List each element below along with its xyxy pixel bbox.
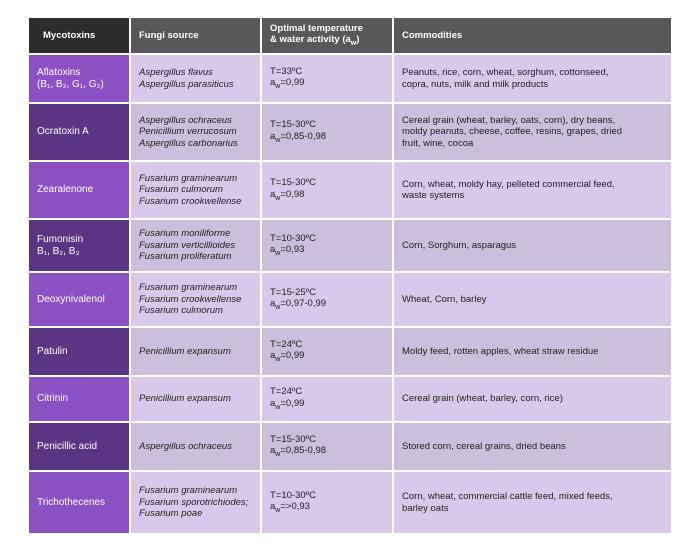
header-commodities: Commodities <box>392 18 671 53</box>
mycotoxin-cell <box>29 104 129 160</box>
header-fungi-source: Fungi source <box>129 18 260 53</box>
table-row <box>29 273 671 328</box>
mycotoxin-name: Penicillic acid <box>37 440 98 452</box>
commodities-text: Cereal grain (wheat, barley, oats, corn), dry beans, <box>402 114 616 126</box>
temperature-cell <box>260 220 392 271</box>
commodities-text: moldy peanuts, cheese, coffee, resins, grapes, dried <box>402 126 623 138</box>
mycotoxin-cell <box>29 220 129 271</box>
commodities-cell <box>392 273 671 326</box>
table-row <box>29 472 671 535</box>
temperature-value: T=24ºC <box>270 386 303 398</box>
table-row <box>29 377 671 423</box>
mycotoxin-cell <box>29 472 129 533</box>
fungi-name: Penicillium verrucosum <box>139 126 237 138</box>
temperature-cell <box>260 55 392 102</box>
fungi-name: Fusarium moniliforme <box>139 228 231 240</box>
temperature-value: T=10-30ºC <box>270 489 316 501</box>
fungi-source-cell <box>129 220 260 271</box>
commodities-text: copra, nuts, milk and milk products <box>402 78 549 90</box>
temperature-value: T=15-30ºC <box>270 119 316 131</box>
fungi-name: Penicillium expansum <box>139 345 231 357</box>
commodities-text: Cereal grain (wheat, barley, corn, rice) <box>402 393 563 405</box>
commodities-cell <box>392 377 671 421</box>
fungi-name: Fusarium culmorum <box>139 305 223 317</box>
header-mycotoxins: Mycotoxins <box>29 18 129 53</box>
commodities-cell <box>392 162 671 218</box>
temperature-value: T=24ºC <box>270 338 303 350</box>
mycotoxin-cell <box>29 273 129 326</box>
fungi-name: Fusarium graminearum <box>139 172 238 184</box>
temperature-cell <box>260 423 392 470</box>
fungi-source-cell <box>129 104 260 160</box>
fungi-source-cell <box>129 273 260 326</box>
water-activity-value: $a_w=0,93$ <box>270 244 305 257</box>
fungi-source-cell <box>129 162 260 218</box>
temperature-cell <box>260 377 392 421</box>
water-activity-value: $a_w=0,99$ <box>270 77 305 90</box>
fungi-name: Fusarium proliferatum <box>139 251 232 263</box>
mycotoxin-name: (B₁, B₂, G₁, G₂) <box>37 78 104 90</box>
table-row <box>29 328 671 377</box>
mycotoxin-name: B₁, B₂, B₃ <box>37 245 80 257</box>
temperature-value: T=15-30ºC <box>270 433 316 445</box>
water-activity-value: $a_w=0,98$ <box>270 188 305 202</box>
commodities-text: Moldy feed, rotten apples, wheat straw residue <box>402 345 599 357</box>
fungi-name: Aspergillus flavus <box>139 67 213 79</box>
commodities-cell <box>392 104 671 160</box>
water-activity-value: $a_w=0,99$ <box>270 350 305 363</box>
commodities-cell <box>392 55 671 102</box>
mycotoxins-table <box>29 18 671 535</box>
commodities-cell <box>392 328 671 375</box>
header-temperature <box>260 18 392 53</box>
commodities-text: waste systems <box>402 190 465 201</box>
fungi-name: Fusarium crookwellense <box>139 293 242 305</box>
fungi-name: Fusarium verticillioides <box>139 239 236 251</box>
commodities-text: Corn, wheat, moldy hay, pelleted commercial feed, <box>402 178 615 190</box>
fungi-name: Fusarium poae <box>139 508 203 520</box>
commodities-cell <box>392 220 671 271</box>
table-row <box>29 104 671 162</box>
temperature-value: T=15-30ºC <box>270 177 316 189</box>
mycotoxin-cell <box>29 423 129 470</box>
temperature-value: T=33ºC <box>270 65 303 77</box>
temperature-cell <box>260 328 392 375</box>
fungi-source-cell <box>129 472 260 533</box>
temperature-cell <box>260 472 392 533</box>
water-activity-value: $a_w=>0,93$ <box>270 501 310 514</box>
commodities-cell <box>392 472 671 533</box>
commodities-text: Wheat, Corn, barley <box>402 293 487 305</box>
water-activity-value: $a_w=0,97-0,99$ <box>270 298 327 311</box>
water-activity-value: $a_w=0,85-0,98$ <box>270 445 327 458</box>
fungi-source-cell <box>129 423 260 470</box>
fungi-name: Aspergillus ochraceus <box>139 114 232 126</box>
mycotoxin-name: Citrinin <box>37 393 69 404</box>
temperature-cell <box>260 273 392 326</box>
fungi-name: Fusarium graminearum <box>139 485 238 497</box>
mycotoxin-cell <box>29 377 129 421</box>
fungi-name: Fusarium culmorum <box>139 184 223 196</box>
temperature-cell <box>260 162 392 218</box>
fungi-name: Aspergillus carbonarius <box>139 137 238 149</box>
table-row <box>29 162 671 220</box>
water-activity-value: $a_w=0,85-0,98$ <box>270 130 327 144</box>
mycotoxin-name: Aflatoxins <box>37 66 81 78</box>
fungi-source-cell <box>129 55 260 102</box>
water-activity-value: $a_w=0,99$ <box>270 397 305 411</box>
fungi-source-cell <box>129 377 260 421</box>
temperature-cell <box>260 104 392 160</box>
fungi-source-cell <box>129 328 260 375</box>
commodities-text: Stored corn, cereal grains, dried beans <box>402 440 566 452</box>
mycotoxin-name: Deoxynivalenol <box>37 293 105 305</box>
mycotoxin-cell <box>29 162 129 218</box>
header-temp-line2: & water activity $(a_w)$ <box>270 34 360 47</box>
fungi-name: Fusarium crookwellense <box>139 195 242 207</box>
table-header <box>29 18 671 55</box>
header-temp-line1: Optimal temperature <box>270 22 363 34</box>
table-row <box>29 423 671 472</box>
fungi-name: Penicillium expansum <box>139 393 231 405</box>
mycotoxin-name: Zearalenone <box>37 184 94 195</box>
commodities-cell <box>392 423 671 470</box>
commodities-text: fruit, wine, cocoa <box>402 137 474 149</box>
commodities-text: Corn, wheat, commercial cattle feed, mixed feeds, <box>402 491 613 503</box>
temperature-value: T=15-25ºC <box>270 286 316 298</box>
fungi-name: Aspergillus ochraceus <box>139 440 232 452</box>
table-row <box>29 220 671 273</box>
commodities-text: Peanuts, rice, corn, wheat, sorghum, cottonseed, <box>402 67 609 79</box>
fungi-name: Aspergillus parasiticus <box>139 78 234 90</box>
commodities-text: barley oats <box>402 502 449 514</box>
commodities-text: Corn, Sorghum, asparagus <box>402 239 517 251</box>
mycotoxin-cell <box>29 55 129 102</box>
mycotoxin-name: Fumonisin <box>37 233 84 245</box>
mycotoxin-name: Trichothecenes <box>37 496 105 508</box>
mycotoxin-cell <box>29 328 129 375</box>
temperature-value: T=10-30ºC <box>270 232 316 244</box>
fungi-name: Fusarium graminearum <box>139 282 238 294</box>
mycotoxin-name: Ocratoxin A <box>37 126 89 137</box>
table-row <box>29 55 671 104</box>
fungi-name: Fusarium sporotrichiodes; <box>139 496 249 508</box>
mycotoxin-name: Patulin <box>37 345 68 357</box>
